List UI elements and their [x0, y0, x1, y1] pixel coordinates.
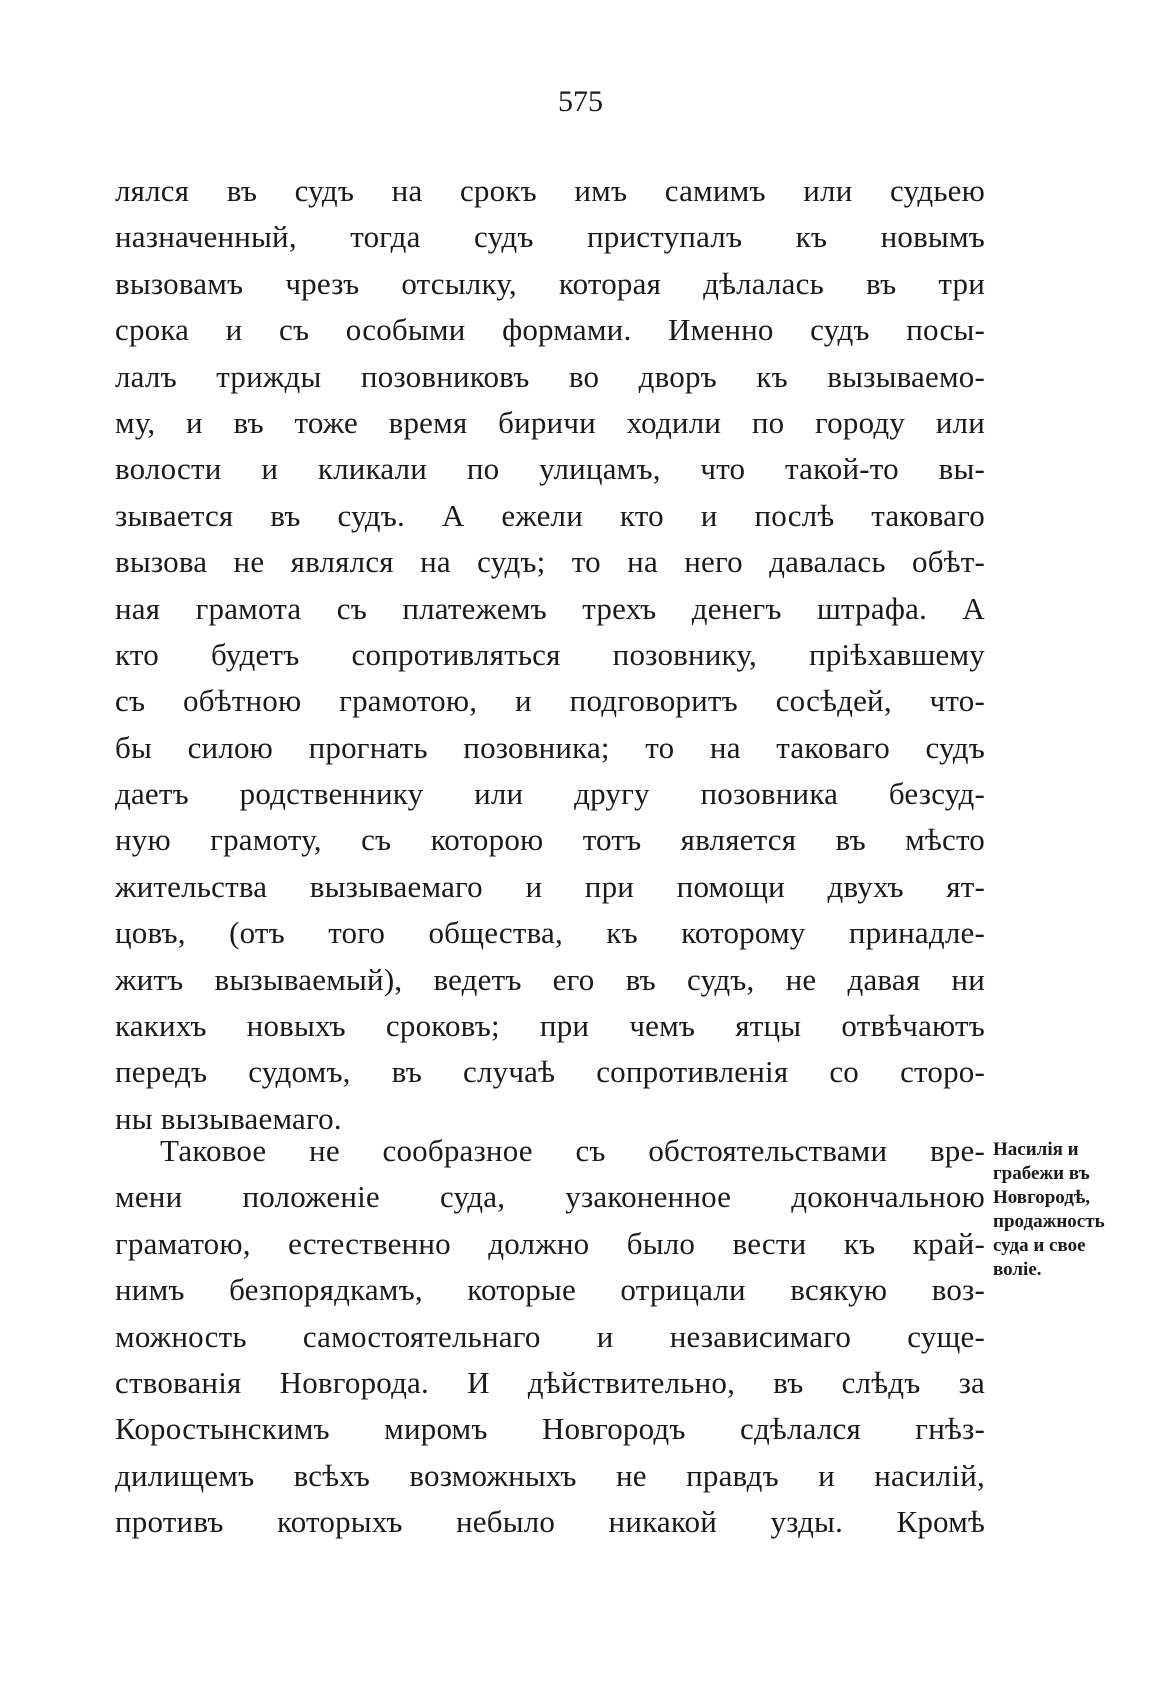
text-line: съ обѣтною грамотою, и подговоритъ сосѣдей, что- [115, 683, 985, 719]
marginal-note-line: Новгородѣ, [993, 1187, 1091, 1208]
text-line: ная грамота съ платежемъ трехъ денегъ штрафа. А [115, 590, 985, 626]
marginal-note-line: Насилія и [993, 1139, 1079, 1160]
text-line: бы силою прогнать позовника; то на таковаго судъ [115, 729, 985, 765]
text-line: какихъ новыхъ сроковъ; при чемъ ятцы отвѣчаютъ [115, 1008, 985, 1044]
text-line: цовъ, (отъ того общества, къ которому принадле- [115, 915, 985, 951]
text-line: граматою, естественно должно было вести къ край- [115, 1225, 985, 1261]
text-line: можность самостоятельнаго и независимаго суще- [115, 1318, 985, 1354]
text-line: мени положеніе суда, узаконенное докончальною [115, 1179, 985, 1215]
text-line: ствованія Новгорода. И дѣйствительно, въ слѣдъ за [115, 1364, 985, 1400]
paragraph-1 [115, 168, 985, 1142]
text-line: ную грамоту, съ которою тотъ является въ мѣсто [115, 822, 985, 858]
text-line: вызовамъ чрезъ отсылку, которая дѣлалась въ три [115, 265, 985, 301]
text-line: жительства вызываемаго и при помощи двухъ ят- [115, 868, 985, 904]
text-line: назначенный, тогда судъ приступалъ къ новымъ [115, 219, 985, 255]
text-line: зывается въ судъ. А ежели кто и послѣ таковаго [115, 497, 985, 533]
text-line: Таковое не сообразное съ обстоятельствами вре- [160, 1133, 985, 1168]
text-line: срока и съ особыми формами. Именно судъ посы- [115, 312, 985, 348]
paragraph-2 [115, 1128, 985, 1546]
page-number: 575 [558, 85, 603, 118]
text-line: дилищемъ всѣхъ возможныхъ не правдъ и насилій, [115, 1457, 985, 1493]
marginal-note-line: суда и свое [993, 1235, 1086, 1256]
text-line: лалъ трижды позовниковъ во дворъ къ вызываемо- [115, 358, 985, 394]
text-line: противъ которыхъ небыло никакой узды. Кромѣ [115, 1504, 985, 1540]
text-line: кто будетъ сопротивляться позовнику, пріѣхавшему [115, 636, 985, 672]
text-line: даетъ родственнику или другу позовника безсуд- [115, 776, 985, 812]
text-line: передъ судомъ, въ случаѣ сопротивленія со сторо- [115, 1054, 985, 1090]
text-line: нимъ безпорядкамъ, которые отрицали всякую воз- [115, 1272, 985, 1308]
marginal-note-line: воліе. [993, 1259, 1042, 1280]
text-line: вызова не являлся на судъ; то на него давалась обѣт- [115, 544, 985, 580]
text-line: лялся въ судъ на срокъ имъ самимъ или судьею [115, 173, 985, 208]
marginal-note [993, 1138, 1153, 1282]
text-line: житъ вызываемый), ведетъ его въ судъ, не давая ни [115, 961, 985, 997]
text-line: Коростынскимъ миромъ Новгородъ сдѣлался гнѣз- [115, 1411, 985, 1447]
text-line: ны вызываемаго. [115, 1100, 342, 1136]
text-line: волости и кликали по улицамъ, что такой-то вы- [115, 451, 985, 487]
marginal-note-line: грабежи въ [993, 1163, 1090, 1184]
marginal-note-line: продажность [993, 1211, 1105, 1232]
text-line: му, и въ тоже время биричи ходили по городу или [115, 404, 985, 440]
